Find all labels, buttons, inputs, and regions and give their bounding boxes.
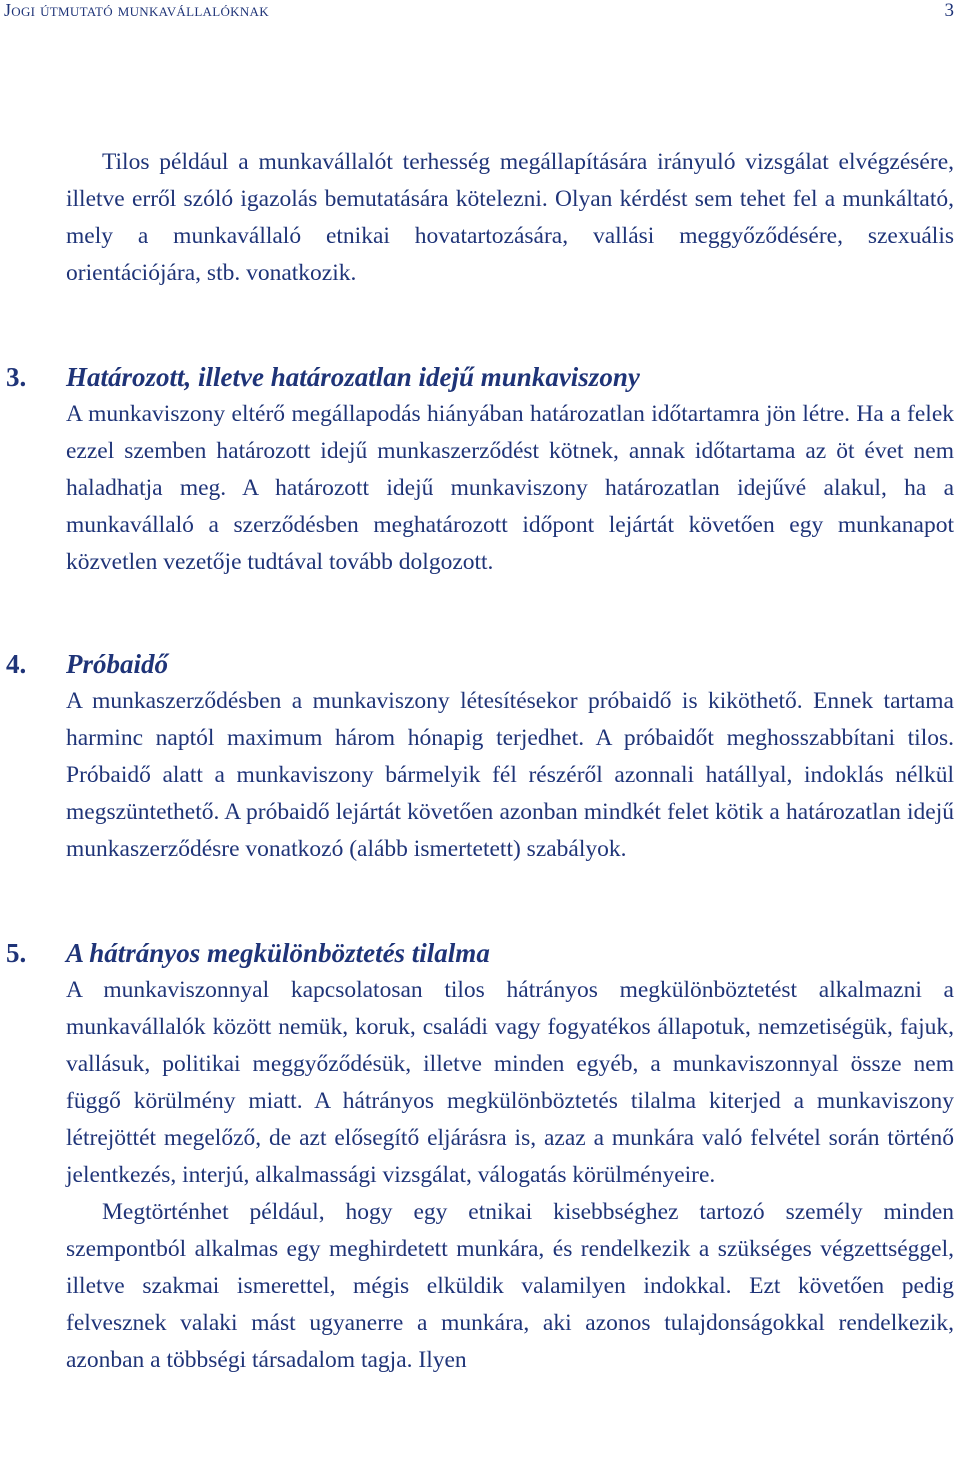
section-3 [6, 358, 954, 581]
section-heading [6, 934, 954, 972]
section-paragraph: A munkaviszony eltérő megállapodás hiányában határozatlan időtartamra jön létre. Ha a felek ezzel szemben határozott idejű munkaszerződést kötnek, annak időtartama az öt évet nem haladhatja meg. A határozott idejű munkaviszony határozatlan idejűvé alakul, ha a munkavállaló a szerződésben meghatározott időpont lejártát követően egy munkanapot közvetlen vezetője tudtával tovább dolgozott. [66, 401, 954, 575]
section-heading [6, 645, 954, 683]
section-paragraph: A munkaszerződésben a munkaviszony létesítésekor próbaidő is kiköthető. Ennek tartama harminc naptól maximum három hónapig terjedhet. A próbaidőt meghosszabbítani tilos. Próbaidő alatt a munkaviszony bármelyik fél részéről azonnali hatállyal, indoklás nélkül megszüntethető. A próbaidő lejártát követően azonban mindkét felet kötik a határozatlan idejű munkaszerződésre vonatkozó (alább ismertetett) szabályok. [66, 688, 954, 862]
section-number: 5. [6, 938, 27, 968]
page-body [6, 144, 954, 1379]
page-header [0, 0, 960, 24]
section-4 [6, 645, 954, 868]
section-heading [6, 358, 954, 396]
section-title: A hátrányos megkülönböztetés tilalma [66, 938, 490, 968]
section-5 [6, 934, 954, 1379]
running-title: Jogi útmutató munkavállalóknak [4, 0, 269, 20]
section-number: 4. [6, 649, 27, 679]
section-title: Próbaidő [66, 649, 169, 679]
intro-paragraph: Tilos például a munkavállalót terhesség megállapítására irányuló vizsgálat elvégzésére, illetve erről szóló igazolás bemutatására kötelezni. Olyan kérdést sem tehet fel a munkáltató, mely a munkavállaló etnikai hovatartozására, vallási meggyőződésére, szexuális orientációjára, stb. vonatkozik. [66, 149, 954, 286]
section-number: 3. [6, 362, 27, 392]
page-number: 3 [944, 0, 954, 21]
section-paragraph: A munkaviszonnyal kapcsolatosan tilos hátrányos megkülönböztetést alkalmazni a munkavállalók között nemük, koruk, családi vagy fogyatékos állapotuk, nemzetiségük, fajuk, vallásuk, politikai meggyőződésük, illetve minden egyéb, a munkaviszonnyal össze nem függő körülmény miatt. A hátrányos megkülönböztetés tilalma kiterjed a munkaviszony létrejöttét megelőző, de azt elősegítő eljárásra is, azaz a munkára való felvétel során történő jelentkezés, interjú, alkalmassági vizsgálat, válogatás körülményeire. [66, 977, 954, 1188]
section-paragraph: Megtörténhet például, hogy egy etnikai kisebbséghez tartozó személy minden szempontból alkalmas egy meghirdetett munkára, és rendelkezik a szükséges végzettséggel, illetve szakmai ismerettel, mégis elküldik valamilyen indokkal. Ezt követően pedig felvesznek valaki mást ugyanerre a munkára, aki azonos tulajdonságokkal rendelkezik, azonban a többségi társadalom tagja. Ilyen [66, 1199, 954, 1373]
section-title: Határozott, illetve határozatlan idejű munkaviszony [66, 362, 640, 392]
